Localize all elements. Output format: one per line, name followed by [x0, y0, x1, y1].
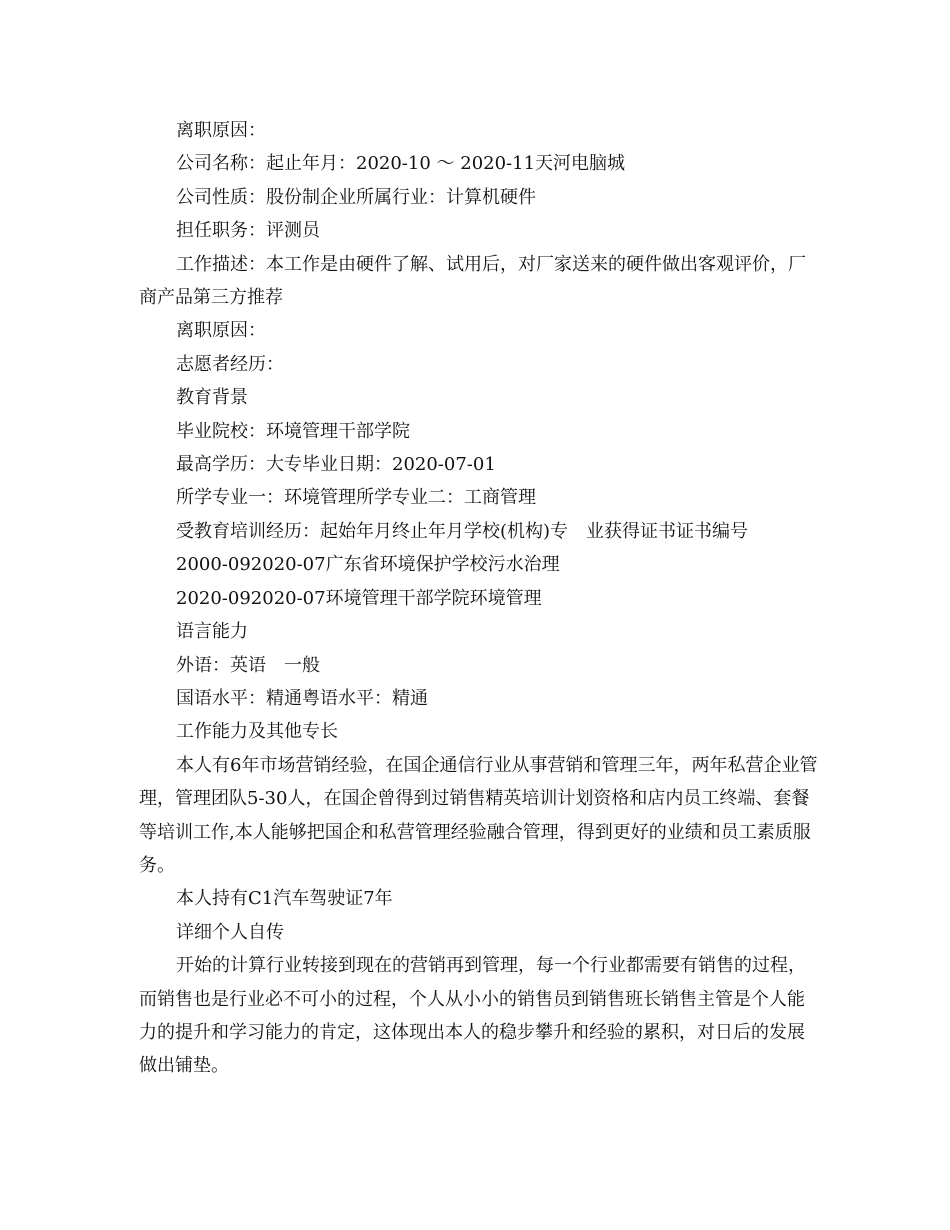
paragraph-graduate-school: 毕业院校：环境管理干部学院 [176, 420, 410, 442]
paragraph-mandarin-cantonese: 国语水平：精通粤语水平：精通 [176, 687, 428, 709]
paragraph-job-description: 工作描述：本工作是由硬件了解、试用后，对厂家送来的硬件做出客观评价，厂商产品第三方推荐 [139, 253, 806, 309]
paragraph-company-type: 公司性质：股份制企业所属行业：计算机硬件 [176, 186, 536, 208]
paragraph-training-header: 受教育培训经历：起始年月终止年月学校(机构)专 业获得证书证书编号 [176, 520, 749, 542]
section-heading-skills: 工作能力及其他专长 [176, 721, 338, 743]
paragraph-highest-degree: 最高学历：大专毕业日期：2020-07-01 [176, 454, 496, 476]
paragraph-company-name: 公司名称：起止年月：2020-10 ～ 2020-11天河电脑城 [176, 153, 626, 175]
section-heading-language: 语言能力 [176, 621, 248, 643]
paragraph-position: 担任职务：评测员 [176, 220, 320, 242]
section-heading-autobiography: 详细个人自传 [176, 921, 284, 943]
paragraph-foreign-language: 外语：英语 一般 [176, 654, 320, 676]
paragraph-majors: 所学专业一：环境管理所学专业二：工商管理 [176, 487, 536, 509]
paragraph-skills-description: 本人有6年市场营销经验，在国企通信行业从事营销和管理三年，两年私营企业管理，管理团队5-30人，在国企曾得到过销售精英培训计划资格和店内员工终端、套餐等培训工作,本人能够把国企和私营管理经验融合管理，得到更好的业绩和员工素质服务。 [139, 754, 818, 876]
paragraph-volunteer-experience: 志愿者经历： [176, 353, 284, 375]
paragraph-resignation-reason-2: 离职原因： [176, 320, 266, 342]
paragraph-training-entry-1: 2000-092020-07广东省环境保护学校污水治理 [176, 554, 560, 576]
section-heading-education: 教育背景 [176, 387, 248, 409]
paragraph-autobiography: 开始的计算行业转接到现在的营销再到管理，每一个行业都需要有销售的过程，而销售也是行业必不可小的过程，个人从小小的销售员到销售班长销售主管是个人能力的提升和学习能力的肯定，这体现出本人的稳步攀升和经验的累积，对日后的发展做出铺垫。 [139, 955, 806, 1077]
document-body [139, 114, 819, 1083]
paragraph-training-entry-2: 2020-092020-07环境管理干部学院环境管理 [176, 587, 542, 609]
paragraph-driving-license: 本人持有C1汽车驾驶证7年 [176, 888, 393, 910]
paragraph-resignation-reason-1: 离职原因： [176, 120, 266, 141]
